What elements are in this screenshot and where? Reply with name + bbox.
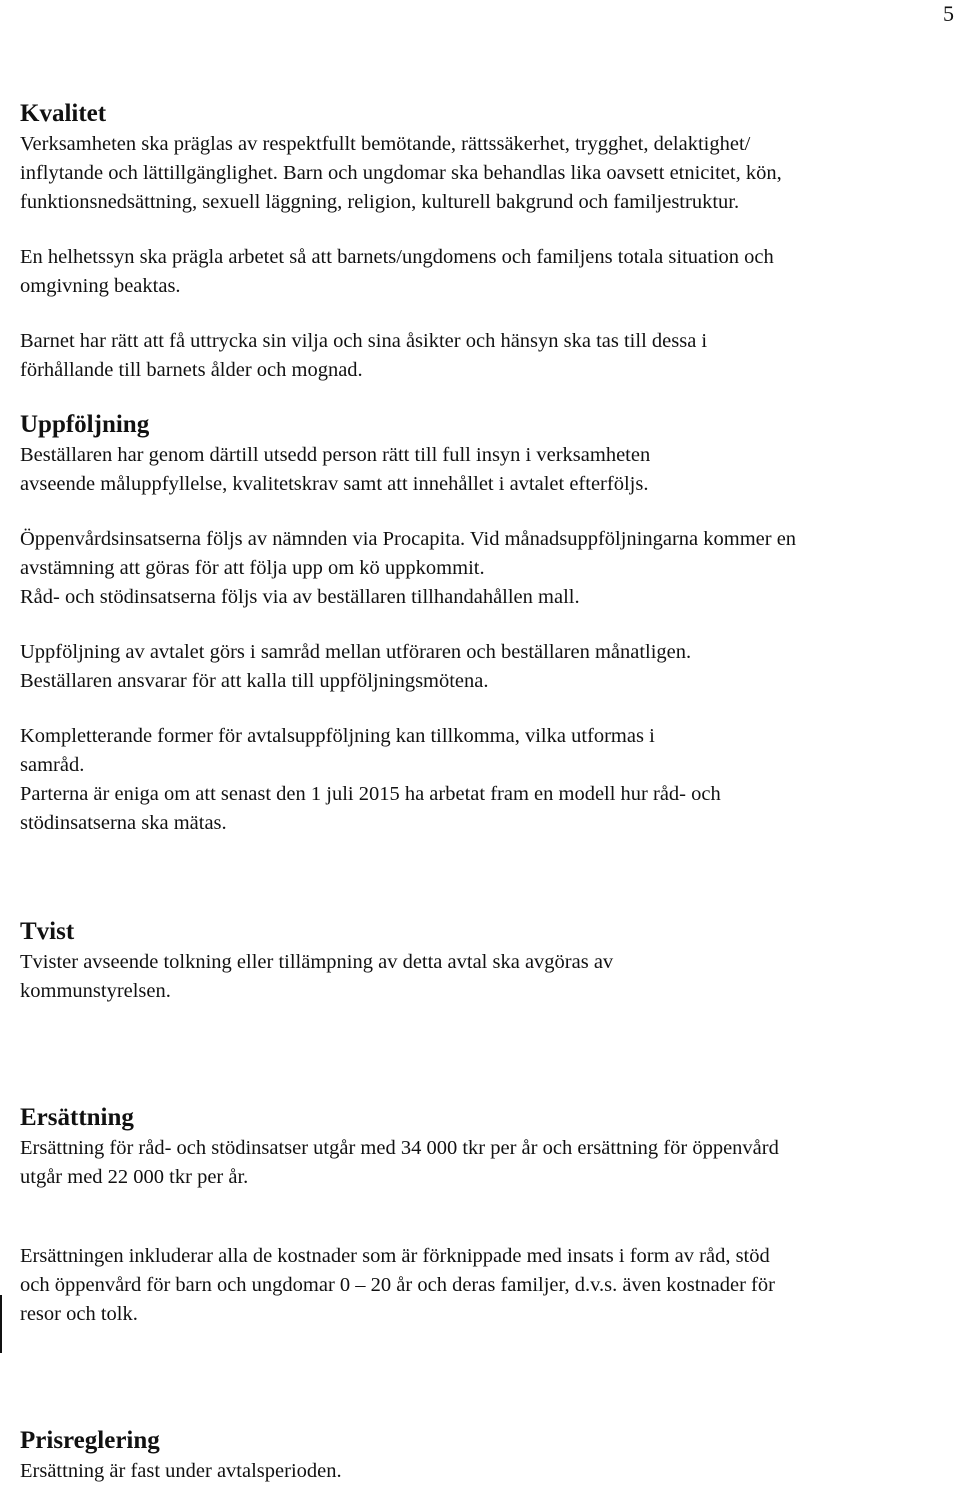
paragraph bbox=[20, 1457, 955, 1486]
text-line: Ersättning för råd- och stödinsatser utgår med 34 000 tkr per år och ersättning för öppenvård bbox=[20, 1137, 779, 1159]
text-line: Ersättning är fast under avtalsperioden. bbox=[20, 1460, 342, 1482]
text-line: Tvister avseende tolkning eller tillämpning av detta avtal ska avgöras av bbox=[20, 951, 614, 973]
section-heading: Tvist bbox=[20, 918, 75, 945]
paragraph bbox=[20, 441, 955, 499]
section-heading: Uppföljning bbox=[20, 411, 150, 438]
text-line: Öppenvårdsinsatserna följs av nämnden via Procapita. Vid månadsuppföljningarna kommer en bbox=[20, 528, 797, 550]
paragraph bbox=[20, 525, 955, 612]
text-line: Kompletterande former för avtalsuppföljning kan tillkomma, vilka utformas i bbox=[20, 725, 655, 747]
section-tvist bbox=[20, 916, 955, 1006]
text-line: och öppenvård för barn och ungdomar 0 – 20 år och deras familjer, d.v.s. även kostnader för bbox=[20, 1274, 775, 1296]
text-line: Råd- och stödinsatserna följs via av beställaren tillhandahållen mall. bbox=[20, 586, 580, 608]
text-line: Beställaren ansvarar för att kalla till uppföljningsmötena. bbox=[20, 670, 489, 692]
text-line: resor och tolk. bbox=[20, 1303, 138, 1325]
text-line: avseende måluppfyllelse, kvalitetskrav samt att innehållet i avtalet efterföljs. bbox=[20, 473, 649, 495]
revision-bar bbox=[0, 1295, 2, 1353]
section-heading: Prisreglering bbox=[20, 1427, 160, 1454]
text-line: kommunstyrelsen. bbox=[20, 980, 171, 1002]
paragraph bbox=[20, 243, 955, 301]
text-line: Verksamheten ska präglas av respektfullt bemötande, rättssäkerhet, trygghet, delaktighet/ bbox=[20, 133, 751, 155]
text-line: funktionsnedsättning, sexuell läggning, religion, kulturell bakgrund och familjestruktur. bbox=[20, 191, 740, 213]
text-line: Ersättningen inkluderar alla de kostnader som är förknippade med insats i form av råd, stöd bbox=[20, 1245, 770, 1267]
text-line: Uppföljning av avtalet görs i samråd mellan utföraren och beställaren månatligen. bbox=[20, 641, 692, 663]
text-line: stödinsatserna ska mätas. bbox=[20, 812, 227, 834]
text-line: Barnet har rätt att få uttrycka sin vilja och sina åsikter och hänsyn ska tas till dessa i bbox=[20, 330, 708, 352]
section-uppfoljning bbox=[20, 409, 955, 838]
text-line: omgivning beaktas. bbox=[20, 275, 181, 297]
text-line: En helhetssyn ska prägla arbetet så att barnets/ungdomens och familjens totala situation och bbox=[20, 246, 774, 268]
text-line: förhållande till barnets ålder och mognad. bbox=[20, 359, 363, 381]
section-heading: Ersättning bbox=[20, 1104, 134, 1131]
section-kvalitet bbox=[20, 98, 955, 385]
document-body bbox=[20, 98, 955, 1486]
text-line: Parterna är eniga om att senast den 1 juli 2015 ha arbetat fram en modell hur råd- och bbox=[20, 783, 721, 805]
section-heading: Kvalitet bbox=[20, 100, 107, 127]
paragraph bbox=[20, 722, 955, 838]
paragraph bbox=[20, 948, 955, 1006]
section-ersattning bbox=[20, 1102, 955, 1329]
paragraph bbox=[20, 1134, 955, 1192]
paragraph bbox=[20, 327, 955, 385]
text-line: inflytande och lättillgänglighet. Barn och ungdomar ska behandlas lika oavsett etnicitet, kön, bbox=[20, 162, 782, 184]
text-line: Beställaren har genom därtill utsedd person rätt till full insyn i verksamheten bbox=[20, 444, 651, 466]
paragraph bbox=[20, 1242, 955, 1329]
text-line: samråd. bbox=[20, 754, 85, 776]
section-prisreglering bbox=[20, 1425, 955, 1486]
page-number: 5 bbox=[943, 1, 954, 26]
text-line: avstämning att göras för att följa upp om kö uppkommit. bbox=[20, 557, 485, 579]
text-line: utgår med 22 000 tkr per år. bbox=[20, 1166, 249, 1188]
paragraph bbox=[20, 638, 955, 696]
paragraph bbox=[20, 130, 955, 217]
